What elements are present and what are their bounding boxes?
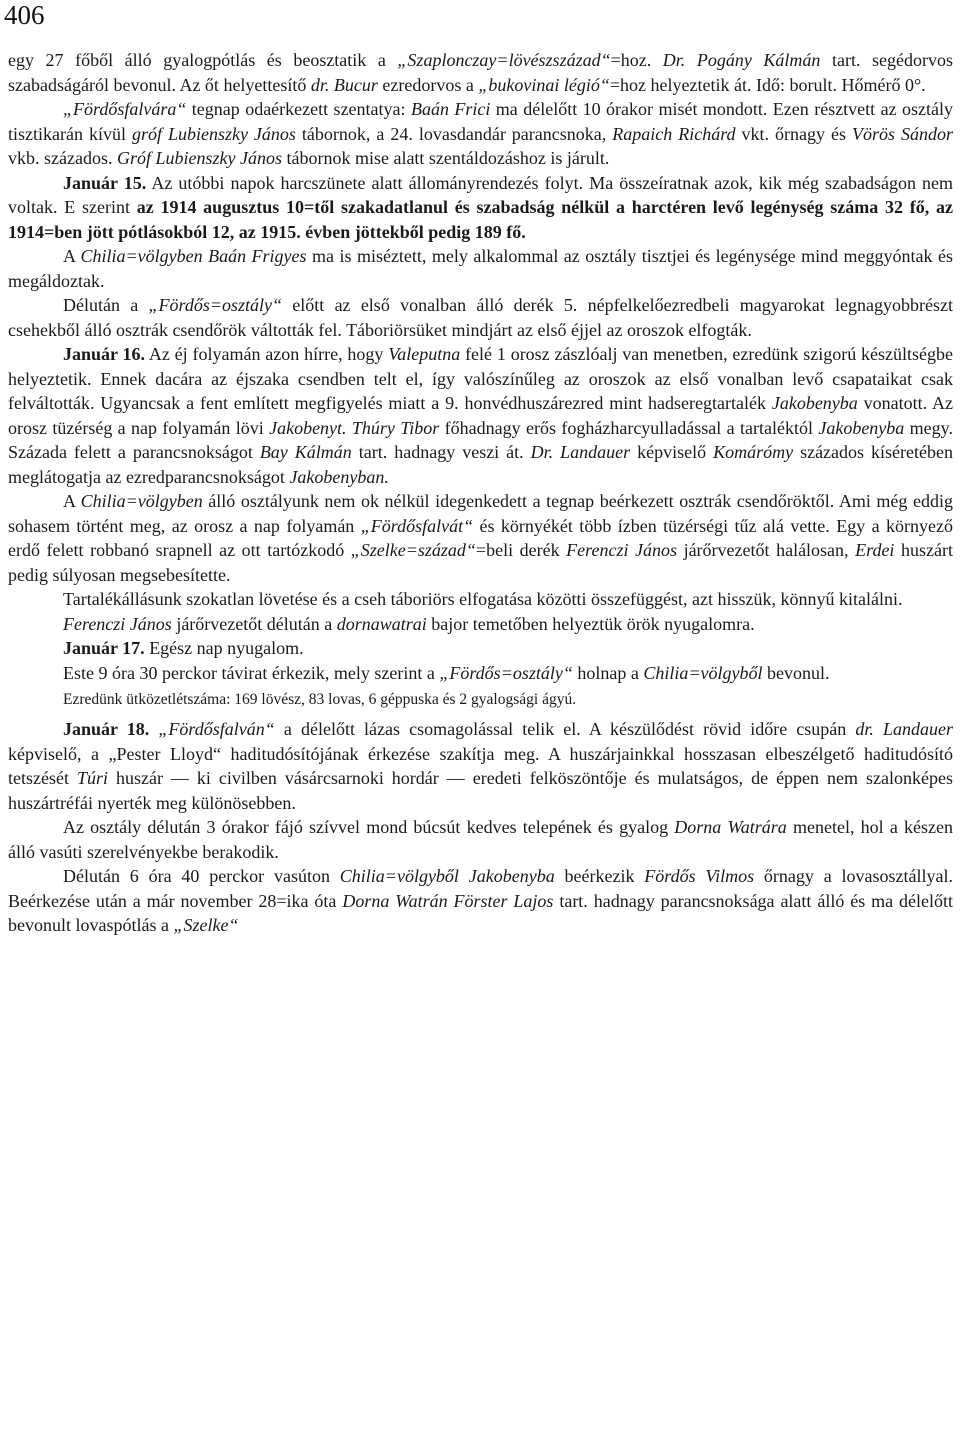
body-text	[8, 48, 953, 938]
page-number: 406	[4, 0, 45, 30]
paragraph: egy 27 főből álló gyalogpótlás és beosztatik a „Szaplonczay=lövészszázad“=hoz. Dr. Pogány Kálmán tart. segédorvos szabadságáról bevonul. Az őt helyettesítő dr. Bucur ezredorvos a „bukovinai légió“=hoz helyeztetik át. Idő: borult. Hőmérő 0°.	[8, 50, 954, 95]
paragraph: Január 15. Az utóbbi napok harcszünete alatt állományrendezés folyt. Ma összeíratnak azok, kik még szabadságon nem voltak. E szerint az 1914 augusztus 10=től szakadatlanul és szabadság nélkül a harctéren levő legénység száma 32 fő, az 1914=ben jött pótlásokból 12, az 1915. évben jöttekből pedig 189 fő.	[8, 172, 954, 242]
paragraph: Az osztály délután 3 órakor fájó szívvel mond búcsút kedves telepének és gyalog Dorna Watrára menetel, hol a készen álló vasúti szerelvényekbe berakodik.	[8, 817, 953, 862]
paragraph: Január 16. Az éj folyamán azon hírre, hogy Valeputna felé 1 orosz zászlóalj van menetben, ezredünk szigorú készültségbe helyeztetik. Ennek dacára az éjszaka csendben telt el, így valószínűleg az oroszok az első vonalban levő csapataikat csak felváltották. Ugyancsak a fent említett megfigyelés miatt a 9. honvédhuszárezred mint hadseregtartalék Jakobenyba vonatott. Az orosz tüzérség a nap folyamán lövi Jakobenyt. Thúry Tibor főhadnagy erős fogházharcyulladással a tartaléktól Jakobenyba megy. Százada felett a parancsnokságot Bay Kálmán tart. hadnagy veszi át. Dr. Landauer képviselő Komárómy százados kíséretében meglátogatja az ezredparancsnokságot Jakobenyban.	[8, 344, 953, 487]
paragraph: Ferenczi János járőrvezetőt délután a dornawatrai bajor temetőben helyeztük örök nyugalomra.	[63, 613, 755, 634]
paragraph: Délután 6 óra 40 perckor vasúton Chilia=völgyből Jakobenyba beérkezik Fördős Vilmos őrnagy a lovasosztállyal. Beérkezése után a már november 28=ika óta Dorna Watrán Förster Lajos tart. hadnagy parancsnoksága alatt álló és ma délelőtt bevonult lovaspótlás a „Szelke“	[8, 866, 953, 935]
paragraph: Este 9 óra 30 perckor távirat érkezik, mely szerint a „Fördős=osztály“ holnap a Chilia=völgyből bevonul.	[63, 662, 830, 683]
date-heading: Január 15.	[63, 172, 147, 193]
paragraph: A Chilia=völgyben álló osztályunk nem ok nélkül idegenkedett a tegnap beérkezett osztrák csendőröktől. Ami még eddig sohasem történt meg, az orosz a nap folyamán „Fördősfalvát“ és környékét több ízben tüzérségi tűz alá vette. Egy a környező erdő felett robbanó srapnell az ott tartózkodó „Szelke=század“=beli derék Ferenczi János járőrvezetőt halálosan, Erdei huszárt pedig súlyosan megsebesítette.	[8, 491, 954, 585]
paragraph: A Chilia=völgyben Baán Frigyes ma is miséztett, mely alkalommal az osztály tisztjei és legénysége mind meggyóntak és megáldoztak.	[8, 246, 953, 291]
date-heading: Január 16.	[63, 344, 146, 364]
paragraph: Január 18. „Fördősfalván“ a délelőtt lázas csomagolással telik el. A készülődést rövid időre csupán dr. Landauer képviselő, a „Pester Lloyd“ haditudósítójának érkezése szakítja meg. A huszárjainkkal hosszasan elbeszélgető haditudósító tetszését Túri huszár — ki civilben vásárcsarnoki hordár — eredeti felköszöntője és mulatságos, de éppen nem szalonképes huszártréfái nyerték meg különösebben.	[8, 719, 954, 813]
footnote-line: Ezredünk ütközetlétszáma: 169 lövész, 83 lovas, 6 géppuska és 2 gyalogsági ágyú.	[63, 691, 577, 708]
date-heading: Január 18.	[63, 719, 150, 739]
paragraph: Január 17. Egész nap nyugalom.	[63, 638, 304, 658]
paragraph: „Fördősfalvára“ tegnap odaérkezett szentatya: Baán Frici ma délelőtt 10 órakor misét mondott. Ezen résztvett az osztály tisztikarán kívül gróf Lubienszky János tábornok, a 24. lovasdandár parancsnoka, Rapaich Richárd vkt. őrnagy és Vörös Sándor vkb. százados. Gróf Lubienszky János tábornok mise alatt szentáldozáshoz is járult.	[8, 99, 953, 168]
paragraph: Délután a „Fördős=osztály“ előtt az első vonalban álló derék 5. népfelkelőezredbeli magyarokat legnagyobbrészt csehekből álló osztrák csendőrök váltották fel. Táboriörsüket mindjárt az első éjjel az oroszok elfogták.	[8, 295, 954, 340]
paragraph: Tartalékállásunk szokatlan lövetése és a cseh táboriörs elfogatása közötti összefüggést, azt hisszük, könnyű kitalálni.	[63, 589, 903, 609]
date-heading: Január 17.	[63, 638, 145, 658]
